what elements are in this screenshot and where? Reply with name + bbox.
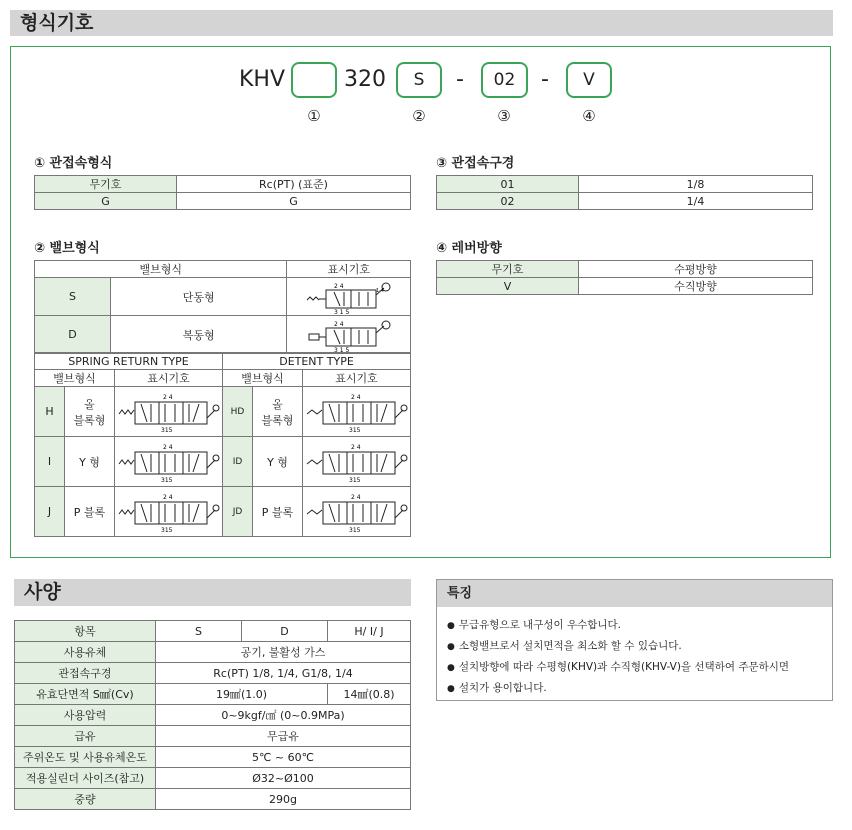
- svg-text:2 4: 2 4: [350, 493, 361, 501]
- table-row: [15, 768, 411, 789]
- section-header-spec: [14, 579, 411, 606]
- cell: HD: [223, 387, 253, 437]
- cell: 밸브형식: [35, 370, 115, 387]
- cell: 표시기호: [287, 261, 411, 278]
- cell: D: [35, 316, 111, 354]
- table-row: [15, 684, 411, 705]
- cell: 공기, 불활성 가스: [156, 642, 411, 663]
- symbol-double: [287, 316, 411, 354]
- valve-symbol-icon: [117, 390, 221, 434]
- symbol-hd: [303, 387, 411, 437]
- cell: 유효단면적 S㎟(Cv): [15, 684, 156, 705]
- cell: 적용실린더 사이즈(참고): [15, 768, 156, 789]
- cell: 수평방향: [579, 261, 813, 278]
- cell: I: [35, 437, 65, 487]
- svg-text:315: 315: [160, 426, 172, 434]
- cell: ID: [223, 437, 253, 487]
- cell: 올 블록형: [253, 387, 303, 437]
- feature-list: [437, 607, 832, 699]
- s1-title: ① 관접속형식: [34, 156, 113, 171]
- cell: 0~9kgf/㎠ (0~0.9MPa): [156, 705, 411, 726]
- list-item: ● 소형밸브로서 설치면적을 최소화 할 수 있습니다.: [447, 636, 824, 657]
- s3-table: [436, 175, 813, 210]
- cell: S: [35, 278, 111, 316]
- cell: 관접속구경: [15, 663, 156, 684]
- cell: 01: [437, 176, 579, 193]
- valve-symbol-icon: [304, 318, 394, 352]
- valve-symbol-icon: [117, 490, 221, 534]
- cell: 14㎟(0.8): [328, 684, 411, 705]
- s2-title: ② 밸브형식: [34, 241, 100, 256]
- feature-panel: [436, 579, 833, 701]
- symbol-j: [115, 487, 223, 537]
- list-item: ● 무급유형으로 내구성이 우수합니다.: [447, 615, 824, 636]
- svg-text:315: 315: [348, 476, 360, 484]
- svg-text:315: 315: [348, 526, 360, 534]
- section-header-model-code: [10, 10, 833, 36]
- svg-text:2 4: 2 4: [162, 393, 173, 401]
- svg-text:1·4: 1·4: [375, 287, 384, 294]
- code-box-2: S: [396, 62, 442, 98]
- table-row: [15, 726, 411, 747]
- spec-title: 사양: [24, 581, 61, 603]
- cell: 무기호: [35, 176, 177, 193]
- cell: H/ I/ J: [328, 621, 411, 642]
- valve-symbol-icon: [304, 280, 394, 314]
- cell: P 블록: [65, 487, 115, 537]
- cell: 급유: [15, 726, 156, 747]
- cell: H: [35, 387, 65, 437]
- cell: 단동형: [111, 278, 287, 316]
- cell: G: [35, 193, 177, 210]
- svg-text:2 4: 2 4: [350, 393, 361, 401]
- svg-text:2 4: 2 4: [162, 493, 173, 501]
- s3-title: ③ 관접속구경: [436, 156, 515, 171]
- cell: 1/4: [579, 193, 813, 210]
- cell: Rc(PT) (표준): [177, 176, 411, 193]
- cell: S: [156, 621, 242, 642]
- cell: 1/8: [579, 176, 813, 193]
- feature-title: 특징: [437, 580, 832, 607]
- cell: 중량: [15, 789, 156, 810]
- valve-symbol-icon: [305, 390, 409, 434]
- cell: 항목: [15, 621, 156, 642]
- table-row: [15, 705, 411, 726]
- circle-1: ①: [307, 107, 321, 125]
- cell: 주위온도 및 사용유체온도: [15, 747, 156, 768]
- table-row: [35, 487, 411, 537]
- cell: Ø32~Ø100: [156, 768, 411, 789]
- svg-text:2 4: 2 4: [333, 320, 344, 328]
- list-item: ● 설치가 용이합니다.: [447, 678, 824, 699]
- svg-text:315: 315: [160, 476, 172, 484]
- model-prefix: KHV: [239, 67, 286, 92]
- s2-table-top: [34, 260, 411, 354]
- s4-title: ④ 레버방향: [436, 241, 502, 256]
- cell: 올 블록형: [65, 387, 115, 437]
- symbol-i: [115, 437, 223, 487]
- cell: Rc(PT) 1/8, 1/4, G1/8, 1/4: [156, 663, 411, 684]
- cell: 19㎟(1.0): [156, 684, 328, 705]
- table-row: [35, 387, 411, 437]
- svg-text:2 4: 2 4: [162, 443, 173, 451]
- list-item: ● 설치방향에 따라 수평형(KHV)과 수직형(KHV-V)을 선택하여 주문하시면: [447, 657, 824, 678]
- section-title: 형식기호: [20, 12, 94, 34]
- cell: J: [35, 487, 65, 537]
- valve-symbol-icon: [305, 440, 409, 484]
- code-box-1: [291, 62, 337, 98]
- cell: DETENT TYPE: [223, 353, 411, 370]
- svg-text:2 4: 2 4: [333, 282, 344, 290]
- table-row: [15, 789, 411, 810]
- svg-text:315: 315: [160, 526, 172, 534]
- circle-2: ②: [412, 107, 426, 125]
- code-box-3: 02: [481, 62, 528, 98]
- cell: 무기호: [437, 261, 579, 278]
- cell: 표시기호: [303, 370, 411, 387]
- cell: 290g: [156, 789, 411, 810]
- dash-1: -: [456, 67, 464, 92]
- symbol-h: [115, 387, 223, 437]
- cell: P 블록: [253, 487, 303, 537]
- cell: Y 형: [253, 437, 303, 487]
- symbol-single: [287, 278, 411, 316]
- cell: 복동형: [111, 316, 287, 354]
- valve-symbol-icon: [305, 490, 409, 534]
- cell: 무급유: [156, 726, 411, 747]
- symbol-jd: [303, 487, 411, 537]
- model-mid: 320: [344, 67, 386, 92]
- svg-text:3 1 5: 3 1 5: [333, 308, 350, 314]
- dash-2: -: [541, 67, 549, 92]
- circle-3: ③: [497, 107, 511, 125]
- cell: Y 형: [65, 437, 115, 487]
- svg-text:315: 315: [348, 426, 360, 434]
- cell: 02: [437, 193, 579, 210]
- circle-4: ④: [582, 107, 596, 125]
- spec-table: [14, 620, 411, 810]
- table-row: [35, 437, 411, 487]
- svg-text:3 1 5: 3 1 5: [333, 346, 350, 352]
- s4-table: [436, 260, 813, 295]
- cell: 밸브형식: [223, 370, 303, 387]
- table-row: [15, 747, 411, 768]
- table-row: [15, 663, 411, 684]
- cell: 밸브형식: [35, 261, 287, 278]
- s2-table-bottom: [34, 352, 411, 537]
- symbol-id: [303, 437, 411, 487]
- svg-text:2 4: 2 4: [350, 443, 361, 451]
- cell: 5℃ ~ 60℃: [156, 747, 411, 768]
- valve-symbol-icon: [117, 440, 221, 484]
- table-row: [15, 642, 411, 663]
- table-row: [15, 621, 411, 642]
- cell: SPRING RETURN TYPE: [35, 353, 223, 370]
- cell: JD: [223, 487, 253, 537]
- cell: 표시기호: [115, 370, 223, 387]
- s1-table: [34, 175, 411, 210]
- cell: V: [437, 278, 579, 295]
- code-box-4: V: [566, 62, 612, 98]
- cell: 사용압력: [15, 705, 156, 726]
- cell: 수직방향: [579, 278, 813, 295]
- cell: 사용유체: [15, 642, 156, 663]
- cell: D: [242, 621, 328, 642]
- cell: G: [177, 193, 411, 210]
